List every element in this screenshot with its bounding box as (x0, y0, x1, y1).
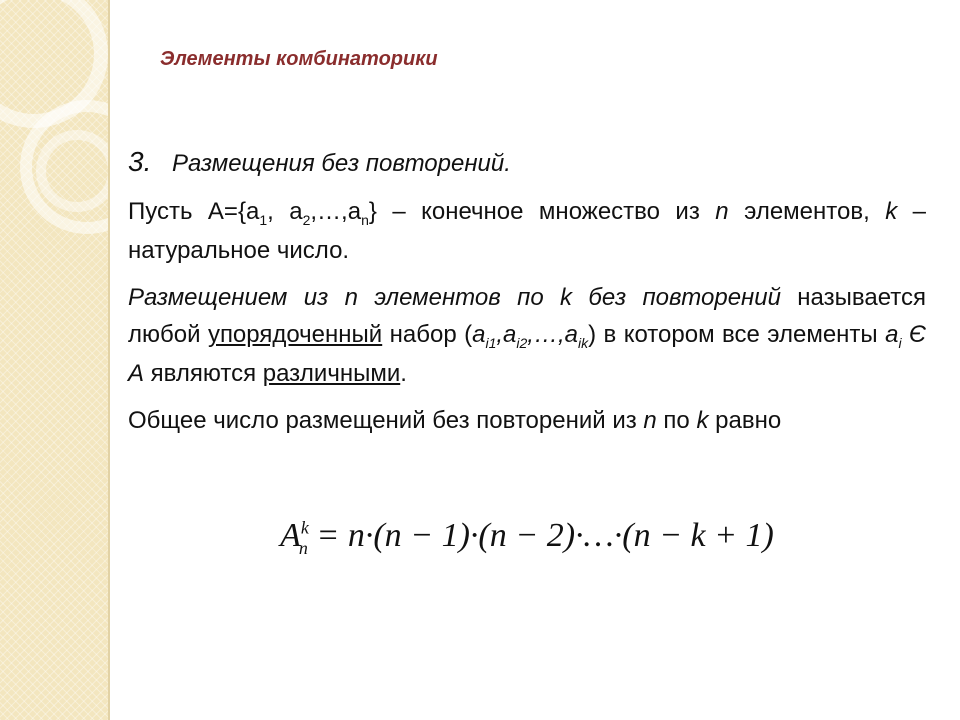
section-heading (128, 140, 926, 183)
term: Размещением из n элементов по k без повторений (128, 284, 781, 312)
paragraph-definition-arrangement (128, 279, 926, 392)
section-title: Размещения без повторений. (172, 150, 511, 177)
underlined-term: различными (262, 359, 401, 387)
paragraph-count (128, 402, 926, 439)
text: . (400, 359, 407, 387)
decorative-sidebar (0, 0, 108, 720)
formula-arrangements (128, 510, 926, 563)
formula-rhs: = n·(n − 1)·(n − 2)·…·(n − k + 1) (307, 517, 774, 554)
text: n (715, 198, 729, 226)
text: по (656, 406, 697, 434)
subscript: 1 (259, 212, 268, 229)
text: n (643, 406, 657, 434)
text: } (368, 198, 377, 226)
formula-base: A (280, 517, 301, 554)
text: , a (267, 198, 303, 226)
text: Общее число размещений без повторений из (128, 406, 644, 434)
text: – натуральное число. (128, 198, 927, 264)
text: Є A (128, 321, 927, 387)
slide-header: Элементы комбинаторики (160, 48, 438, 70)
text: элементов, (728, 198, 886, 226)
text: ,…,a (310, 198, 362, 226)
formula-superscript: k (300, 517, 309, 538)
text: набор ( (382, 321, 473, 349)
text: a (885, 321, 899, 349)
text: ) в котором все элементы (588, 321, 886, 349)
subscript: n (361, 212, 369, 229)
text: ,…,a (527, 321, 578, 349)
text: a (472, 321, 486, 349)
text: Пусть A={a (128, 198, 260, 226)
subscript: i2 (516, 335, 528, 352)
paragraph-definition-set (128, 193, 926, 269)
text: – конечное множество из (376, 198, 716, 226)
subscript: i1 (485, 335, 497, 352)
text: k (696, 406, 709, 434)
subscript: 2 (302, 212, 311, 229)
text: ,a (496, 321, 517, 349)
formula-subscript: n (298, 537, 308, 558)
subscript: ik (577, 335, 589, 352)
text: являются (144, 359, 263, 387)
subscript: i (898, 335, 902, 352)
decorative-ring (36, 130, 108, 212)
text: равно (708, 406, 782, 434)
underlined-term: упорядоченный (207, 321, 383, 349)
text: k (885, 198, 898, 226)
sidebar-divider (108, 0, 110, 720)
section-number: 3. (128, 146, 152, 177)
text: называется любой (128, 284, 926, 349)
